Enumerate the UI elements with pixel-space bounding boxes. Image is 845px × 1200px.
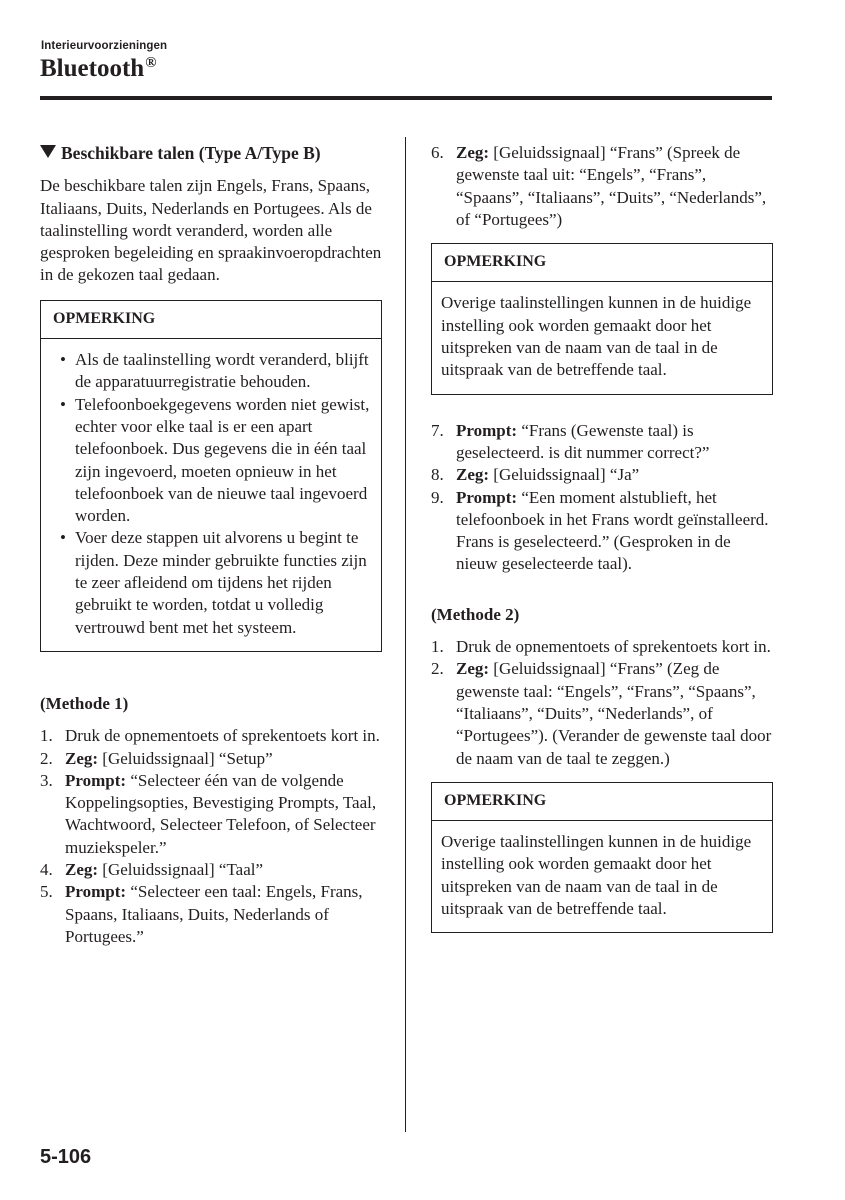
step-number: 1. [431, 637, 444, 657]
step-text: “Selecteer één van de volgende Koppelingsopties, Bevestiging Prompts, Taal, Wachtwoord, Selecteer Telefoon, of Selecteer muziekspeler.” [65, 770, 377, 857]
step-text: “Een moment alstublieft, het telefoonboek in het Frans wordt geïnstalleerd. Frans is geselecteerd.” (Gesproken in de nieuw geselecteerde taal). [456, 487, 769, 574]
step-keyword: Prompt: [456, 420, 518, 440]
step-item [431, 487, 773, 576]
method-2-steps [431, 636, 773, 770]
note-bullet [50, 349, 373, 394]
step-item [40, 881, 382, 948]
step-number: 4. [40, 860, 53, 880]
note-bullet-text: Telefoonboekgegevens worden niet gewist, echter voor elke taal is er een apart telefoonboek. Dus gegevens die in één taal zijn ingevoerd, moeten opnieuw in het telefoonboek van de nieuwe taal ingevoerd worden. [75, 394, 370, 526]
step-item [431, 464, 773, 486]
step-text: [Geluidssignaal] “Ja” [489, 465, 640, 485]
note-box [431, 243, 773, 394]
title-rule [40, 96, 772, 100]
step-text: “Selecteer een taal: Engels, Frans, Spaans, Italiaans, Duits, Nederlands of Portugees.” [65, 882, 363, 946]
step-number: 7. [431, 420, 444, 440]
note-bullet [50, 394, 373, 528]
section-label: Interieurvoorzieningen [41, 40, 168, 52]
method-2-title: (Methode 2) [431, 604, 520, 624]
page-number: 5-106 [40, 1146, 92, 1168]
note-title: OPMERKING [41, 301, 381, 339]
bullet-icon: • [60, 350, 66, 370]
triangle-down-icon [40, 145, 56, 158]
note-body [432, 282, 772, 393]
note-bullet-text: Voer deze stappen uit alvorens u begint te rijden. Deze minder gebruikte functies zijn te zeer afleidend om tijdens het rijden gebruikt te worden, totdat u volledig vertrouwd bent met het systeem. [75, 528, 367, 637]
step-text: [Geluidssignaal] “Frans” (Zeg de gewenste taal: “Engels”, “Frans”, “Spaans”, “Italiaans”, “Duits”, “Nederlands”, of “Portugees”). (Verander de gewenste taal door de naam van de taal te zeggen.) [456, 659, 772, 768]
note-bullet-text: Als de taalinstelling wordt veranderd, blijft de apparatuurregistratie behouden. [75, 350, 369, 392]
steps-continued-2 [431, 420, 773, 576]
note-box [431, 782, 773, 933]
steps-continued [431, 142, 773, 231]
step-item [431, 142, 773, 231]
step-number: 6. [431, 143, 444, 162]
note-title: OPMERKING [432, 244, 772, 282]
intro-paragraph: De beschikbare talen zijn Engels, Frans, Spaans, Italiaans, Duits, Nederlands en Portugees. Als de taalinstelling wordt veranderd, worden alle gesproken begeleiding en spraakinvoeropdrachten in de gekozen taal gedaan. [40, 176, 382, 285]
note-body [41, 339, 381, 651]
note-body [432, 821, 772, 932]
step-number: 2. [431, 659, 444, 679]
step-item [40, 725, 382, 747]
page-title-text: Bluetooth [40, 55, 145, 82]
step-keyword: Prompt: [65, 770, 127, 790]
step-text: [Geluidssignaal] “Taal” [98, 860, 264, 880]
note-text: Overige taalinstellingen kunnen in de huidige instelling ook worden gemaakt door het uitspreken van de naam van de taal in de uitspraak van de betreffende taal. [441, 293, 752, 380]
step-text: Druk de opnementoets of sprekentoets kort in. [456, 637, 771, 657]
page-title [40, 55, 156, 83]
step-keyword: Zeg: [456, 659, 490, 679]
section-heading-text: Beschikbare talen (Type A/Type B) [61, 143, 321, 163]
note-title: OPMERKING [432, 783, 772, 821]
step-item [40, 859, 382, 881]
right-column [431, 142, 773, 933]
registered-mark: ® [145, 55, 157, 71]
step-text: [Geluidssignaal] “Setup” [98, 748, 273, 768]
step-text: [Geluidssignaal] “Frans” (Spreek de gewenste taal uit: “Engels”, “Frans”, “Spaans”, “Italiaans”, “Duits”, “Nederlands”, of “Portugees”) [456, 143, 767, 229]
column-divider [405, 137, 406, 1132]
method-1-steps [40, 725, 382, 948]
step-number: 2. [40, 748, 53, 768]
step-text: “Frans (Gewenste taal) is geselecteerd. is dit nummer correct?” [456, 420, 710, 462]
step-number: 1. [40, 726, 53, 746]
section-heading [40, 142, 382, 164]
bullet-icon: • [60, 394, 66, 414]
step-number: 8. [431, 465, 444, 485]
step-number: 3. [40, 770, 53, 790]
step-item [40, 748, 382, 770]
left-column [40, 142, 382, 948]
step-item [431, 420, 773, 465]
step-keyword: Prompt: [65, 882, 127, 902]
note-bullet-list [50, 349, 373, 639]
step-number: 5. [40, 882, 53, 902]
step-keyword: Zeg: [456, 465, 490, 485]
bullet-icon: • [60, 528, 66, 548]
step-number: 9. [431, 487, 444, 507]
step-item [431, 658, 773, 769]
step-item [431, 636, 773, 658]
step-text: Druk de opnementoets of sprekentoets kort in. [65, 726, 380, 746]
step-keyword: Zeg: [456, 143, 490, 162]
step-keyword: Zeg: [65, 748, 99, 768]
note-bullet [50, 527, 373, 638]
method-1-title: (Methode 1) [40, 693, 129, 713]
note-box [40, 300, 382, 652]
note-text: Overige taalinstellingen kunnen in de huidige instelling ook worden gemaakt door het uitspreken van de naam van de taal in de uitspraak van de betreffende taal. [441, 832, 752, 919]
step-keyword: Prompt: [456, 487, 518, 507]
step-item [40, 770, 382, 859]
step-keyword: Zeg: [65, 860, 99, 880]
